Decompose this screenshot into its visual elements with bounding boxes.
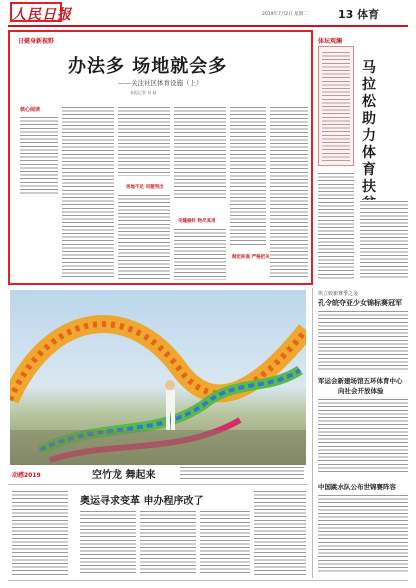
subhead-2: 见缝插针 物尽其用 [178, 219, 216, 224]
news-3-headline: 军运会新建场馆五环体育中心 [318, 377, 403, 385]
news-4-headline: 中国跳水队公布世锦赛阵容 [318, 483, 396, 491]
news-4-text [318, 494, 408, 572]
masthead [0, 0, 416, 28]
news-2-headline: 孔令皖夺亚少女锦标赛冠军 [318, 298, 402, 307]
body-col-3b [174, 228, 226, 280]
body-col-5 [270, 106, 308, 280]
body-col-2b [118, 194, 170, 280]
right-column-text [322, 51, 350, 161]
right-column-tag: 体坛观澜 [318, 38, 343, 45]
bottom-col-1 [12, 490, 68, 576]
right-side-text [360, 200, 408, 280]
logo-highlight [10, 2, 62, 22]
page-number: 13 体育 [338, 8, 380, 21]
lead-article [8, 30, 313, 285]
subhead: ——关注社区体育设施（上） [118, 79, 203, 87]
vertical-headline: 马拉松助力体育扶 [362, 60, 376, 195]
photo [10, 290, 306, 465]
right-column-box [318, 46, 354, 166]
bottom-col-4 [200, 510, 250, 576]
masthead-rule [8, 25, 408, 27]
body-col-3 [174, 106, 226, 200]
photo-headline: 空竹龙 舞起来 [92, 470, 156, 481]
bottom-article-headline: 奥运寻求变革 申办程序改了 [80, 496, 204, 507]
headline: 办法多 场地就会多 [68, 56, 228, 77]
bottom-col-5 [254, 490, 306, 576]
subhead-3: 制定标准 严格把关 [232, 255, 270, 260]
masthead-date: 2019年7月2日 星期二 [262, 12, 308, 17]
right-column-text-2 [318, 172, 354, 280]
news-1-headline: 巩立姣新赛季之金 [318, 291, 359, 297]
bottom-col-2 [80, 510, 136, 576]
news-3-text [318, 398, 408, 474]
side-heading: 核心阅读 [20, 107, 41, 113]
bottom-col-3 [140, 510, 196, 576]
byline: 本报记者 刘 硕 [130, 90, 157, 95]
photo-caption [180, 466, 304, 480]
news-3-subline: 向社会开放体验 [338, 387, 384, 395]
news-2-text [318, 310, 408, 370]
body-col-2 [118, 106, 170, 176]
summary-text [20, 116, 58, 196]
column-tag: 日健身新视野 [18, 38, 55, 45]
body-col-4 [230, 106, 266, 246]
masthead-logo: 人民日报 [12, 7, 72, 23]
photo-rule [8, 484, 308, 485]
photo-image [10, 290, 306, 465]
news-divider [312, 288, 313, 578]
body-col-1 [62, 106, 114, 280]
footer-rule [8, 580, 408, 581]
subhead-1: 场地不足 问题突出 [126, 185, 164, 190]
photo-section-tag: 动感2019 [12, 472, 41, 479]
